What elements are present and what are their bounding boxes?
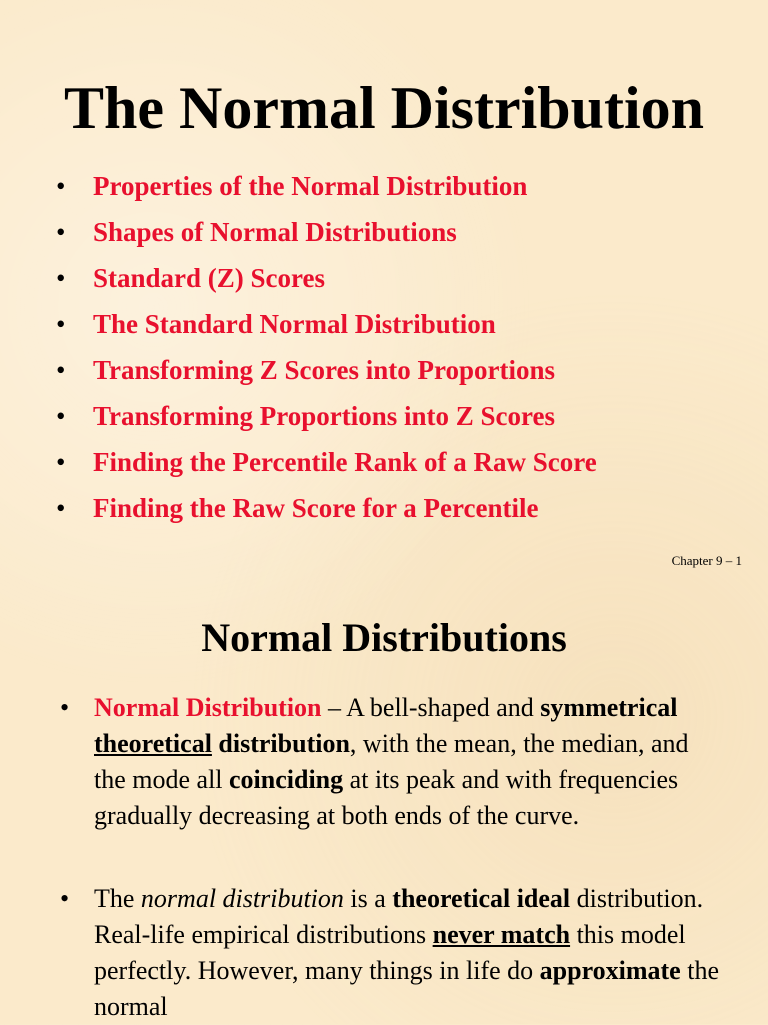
text-run: distribution. Real-life empirical distributions	[94, 884, 704, 949]
list-item	[56, 485, 597, 531]
topic-text: Finding the Raw Score for a Percentile	[93, 493, 539, 523]
paragraph-text	[60, 690, 720, 834]
italic-run: normal distribution	[140, 884, 344, 913]
list-item	[56, 393, 597, 439]
bold-underline-run: never match	[432, 920, 571, 949]
list-item	[56, 163, 597, 209]
bold-run: coinciding	[229, 765, 344, 794]
bold-underline-run: theoretical	[94, 729, 212, 758]
bullet-icon: •	[56, 447, 66, 477]
list-item	[56, 209, 597, 255]
topic-text: Shapes of Normal Distributions	[93, 217, 457, 247]
text-run: – A bell-shaped and	[321, 693, 541, 722]
paragraph-text	[60, 881, 720, 1025]
topic-text: Finding the Percentile Rank of a Raw Score	[93, 447, 597, 477]
bold-run: theoretical ideal	[392, 884, 571, 913]
bold-run: distribution	[218, 729, 350, 758]
list-item	[56, 255, 597, 301]
topic-text: Standard (Z) Scores	[93, 263, 326, 293]
slide-2-title: Normal Distributions	[201, 615, 567, 660]
term-normal-distribution: Normal Distribution	[94, 693, 322, 722]
topic-text: Properties of the Normal Distribution	[93, 171, 528, 201]
text-run: is a	[343, 884, 393, 913]
bold-run: approximate	[539, 956, 681, 985]
text-run: , with the mean, the median, and the mode all	[94, 729, 689, 794]
topic-text: Transforming Proportions into Z Scores	[93, 401, 556, 431]
bullet-icon: •	[56, 263, 66, 293]
text-run: The	[94, 884, 141, 913]
topic-text: Transforming Z Scores into Proportions	[93, 355, 556, 385]
bullet-icon: •	[60, 884, 70, 913]
bold-run: symmetrical	[540, 693, 678, 722]
text-run: this model perfectly. However, many things in life do	[94, 920, 686, 985]
slide-1-title: The Normal Distribution	[63, 75, 705, 141]
bullet-icon: •	[56, 171, 66, 201]
bullet-icon: •	[56, 309, 66, 339]
definition-paragraph	[60, 690, 720, 834]
bullet-icon: •	[56, 493, 66, 523]
bullet-icon: •	[60, 693, 70, 722]
text-run: at its peak and with frequencies gradually decreasing at both ends of the curve.	[94, 765, 679, 830]
list-item	[56, 439, 597, 485]
ideal-paragraph	[60, 881, 720, 1025]
text-run: the normal	[94, 956, 719, 1021]
bullet-icon: •	[56, 401, 66, 431]
list-item	[56, 347, 597, 393]
bullet-icon: •	[56, 355, 66, 385]
list-item	[56, 301, 597, 347]
slide-footer: Chapter 9 – 1	[671, 553, 742, 568]
slide-2	[0, 580, 768, 1024]
topic-text: The Standard Normal Distribution	[93, 309, 496, 339]
bullet-icon: •	[56, 217, 66, 247]
topic-list	[56, 163, 597, 531]
